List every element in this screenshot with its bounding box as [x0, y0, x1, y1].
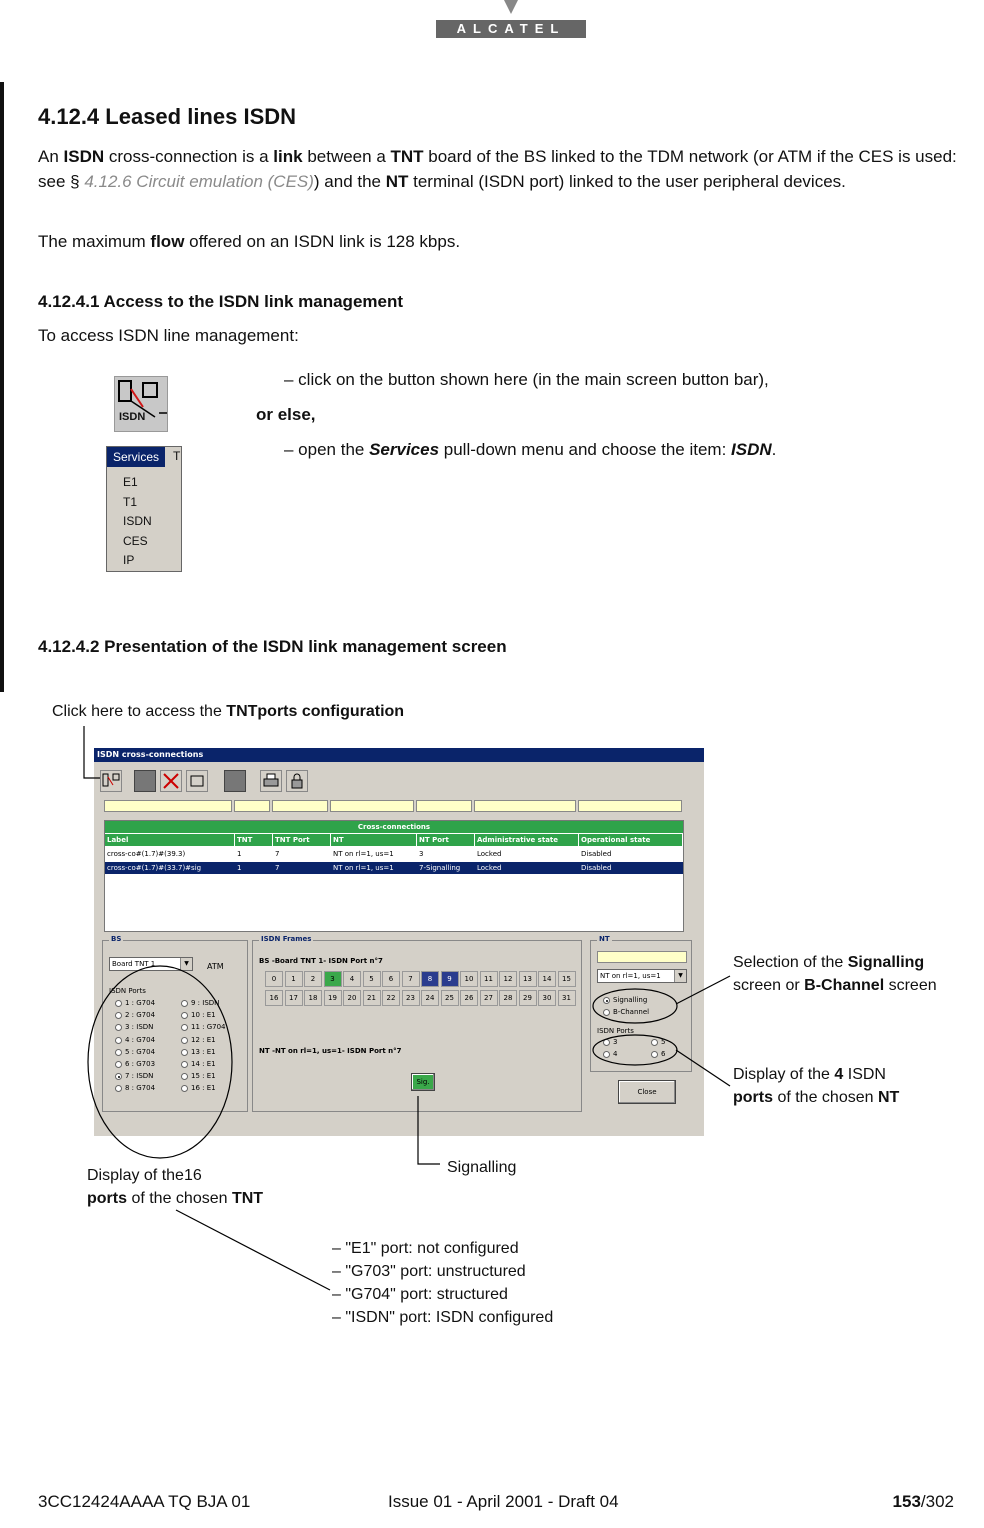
or-else: or else,	[256, 405, 316, 424]
tnt-port-label: 14 : E1	[191, 1060, 216, 1068]
signalling-radio-label: Signalling	[613, 996, 648, 1004]
footer-page: 153/302	[892, 1492, 954, 1511]
table-cell: NT on rl=1, us=1	[333, 850, 394, 858]
timeslot-cell[interactable]: 30	[538, 990, 556, 1006]
timeslot-cell[interactable]: 11	[480, 971, 498, 987]
timeslot-cell[interactable]: 18	[304, 990, 322, 1006]
table-cell: NT on rl=1, us=1	[331, 862, 417, 874]
access-lead: To access ISDN line management:	[38, 326, 299, 345]
flow-paragraph: The maximum flow offered on an ISDN link is 128 kbps.	[38, 232, 461, 251]
timeslot-cell[interactable]: 19	[324, 990, 342, 1006]
timeslot-cell[interactable]: 13	[519, 971, 537, 987]
timeslot-cell[interactable]: 6	[382, 971, 400, 987]
isdn-button-label: ISDN	[119, 411, 146, 423]
column-header[interactable]: Administrative state	[475, 834, 579, 846]
column-header[interactable]: TNT	[235, 834, 273, 846]
timeslot-cell[interactable]: 12	[499, 971, 517, 987]
tnt-port-label: 11 : G704	[191, 1023, 226, 1032]
annotation-nt-ports: Display of the 4 ISDN ports of the chosen NT	[733, 1066, 900, 1106]
table-cell: Locked	[477, 850, 502, 858]
tnt-port-label: 1 : G704	[125, 999, 156, 1007]
menu-item-ces[interactable]: CES	[123, 533, 148, 548]
atm-label: ATM	[207, 962, 224, 971]
timeslot-cell[interactable]: 14	[538, 971, 556, 987]
nt-group-label: NT	[599, 935, 610, 943]
timeslot-cell[interactable]: 5	[363, 971, 381, 987]
tnt-port-label: 3 : ISDN	[125, 1023, 154, 1032]
footer-issue: Issue 01 - April 2001 - Draft 04	[388, 1492, 619, 1511]
timeslot-cell[interactable]: 31	[558, 990, 576, 1006]
column-header[interactable]: TNT Port	[273, 834, 331, 846]
timeslot-cell[interactable]: 10	[460, 971, 478, 987]
frames-heading: BS -Board TNT 1- ISDN Port n°7	[259, 957, 383, 965]
tnt-port-label: 15 : E1	[191, 1072, 216, 1081]
timeslot-cell[interactable]: 17	[285, 990, 303, 1006]
timeslot-cell[interactable]: 3	[324, 971, 342, 987]
menu-item-isdn[interactable]: ISDN	[123, 514, 152, 528]
legend-item: – "E1" port: not configured	[332, 1240, 519, 1257]
section-title: 4.12.4 Leased lines ISDN	[38, 104, 297, 129]
alcatel-logo: ALCATEL	[436, 20, 586, 38]
timeslot-cell[interactable]: 15	[558, 971, 576, 987]
tnt-port-label: 5 : G704	[125, 1047, 156, 1056]
timeslot-cell[interactable]: 26	[460, 990, 478, 1006]
nt-port-line: NT -NT on rl=1, us=1- ISDN Port n°7	[259, 1047, 402, 1055]
menu-next-title[interactable]: T	[173, 449, 181, 463]
cross-reference-link[interactable]: 4.12.6 Circuit emulation (CES)	[84, 172, 314, 191]
timeslot-cell[interactable]: 25	[441, 990, 459, 1006]
column-header[interactable]: Operational state	[579, 834, 683, 846]
annotation-selection: Selection of the Signalling screen or B-Channel screen	[733, 954, 937, 994]
nt-port-label: 4	[613, 1050, 618, 1058]
table-cell: 1	[235, 862, 273, 874]
legend-item: – "ISDN" port: ISDN configured	[332, 1309, 554, 1326]
nt-port-label: 3	[613, 1038, 618, 1046]
timeslot-cell[interactable]: 16	[265, 990, 283, 1006]
timeslot-cell[interactable]: 20	[343, 990, 361, 1006]
tnt-port-label: 9 : ISDN	[191, 999, 220, 1007]
step-open-menu: – open the Services pull-down menu and choose the item: ISDN.	[284, 440, 777, 459]
legend-item: – "G703" port: unstructured	[332, 1263, 526, 1280]
timeslot-cell[interactable]: 9	[441, 971, 459, 987]
timeslot-cell[interactable]: 28	[499, 990, 517, 1006]
table-cell: Disabled	[579, 862, 683, 874]
tnt-port-label: 10 : E1	[191, 1011, 216, 1020]
bs-group-label: BS	[111, 935, 122, 943]
timeslot-cell[interactable]: 1	[285, 971, 303, 987]
tnt-port-label: 2 : G704	[125, 1011, 156, 1020]
legend-item: – "G704" port: structured	[332, 1286, 508, 1303]
menu-item-t1[interactable]: T1	[123, 494, 138, 509]
timeslot-cell[interactable]: 2	[304, 971, 322, 987]
timeslot-cell[interactable]: 22	[382, 990, 400, 1006]
isdn-ports-label: ISDN Ports	[109, 987, 146, 995]
tnt-port-label: 7 : ISDN	[125, 1072, 154, 1081]
bchannel-radio-label: B-Channel	[613, 1008, 650, 1016]
menu-item-e1[interactable]: E1	[123, 475, 138, 489]
subsection-title-presentation: 4.12.4.2 Presentation of the ISDN link management screen	[38, 637, 507, 656]
table-cell: 7-Signalling	[417, 862, 475, 874]
column-header[interactable]: NT Port	[417, 834, 475, 846]
chevron-down-icon[interactable]: ▼	[674, 970, 686, 982]
table-cell: Locked	[475, 862, 579, 874]
step-click-button: – click on the button shown here (in the main screen button bar),	[284, 370, 769, 389]
annotation-signalling: Signalling	[447, 1159, 517, 1176]
timeslot-cell[interactable]: 7	[402, 971, 420, 987]
board-combo-value: Board TNT 1	[112, 960, 156, 968]
intro-paragraph: An ISDN cross-connection is a link between a TNT board of the BS linked to the TDM network (or ATM if the CES is used: see § 4.12.6 Circuit emulation (CES)) and the NT terminal (ISDN port) linked to the user peripheral devices.	[38, 147, 957, 191]
timeslot-cell[interactable]: 8	[421, 971, 439, 987]
footer-doc-ref: 3CC12424AAAA TQ BJA 01	[38, 1492, 251, 1511]
services-menu-title[interactable]: Services	[107, 447, 165, 467]
table-cell: cross-co#(1.7)#(33.7)#sig	[105, 862, 235, 874]
timeslot-cell[interactable]: 21	[363, 990, 381, 1006]
tnt-port-label: 12 : E1	[191, 1035, 216, 1044]
subsection-title-access: 4.12.4.1 Access to the ISDN link management	[38, 292, 404, 311]
tnt-port-label: 4 : G704	[125, 1035, 156, 1044]
table-title: Cross-connections	[105, 821, 683, 833]
table-cell: Disabled	[581, 850, 612, 858]
close-button[interactable]: Close	[618, 1080, 676, 1104]
timeslot-cell[interactable]: 4	[343, 971, 361, 987]
window-title: ISDN cross-connections	[94, 748, 704, 762]
table-cell: 1	[237, 850, 242, 858]
sig-button[interactable]: Sig.	[411, 1073, 435, 1091]
table-cell: 7	[275, 850, 280, 858]
chevron-down-icon[interactable]: ▼	[180, 958, 192, 970]
isdn-frames-label: ISDN Frames	[261, 935, 312, 943]
timeslot-cell[interactable]: 29	[519, 990, 537, 1006]
tnt-port-label: 13 : E1	[191, 1047, 216, 1056]
timeslot-cell[interactable]: 23	[402, 990, 420, 1006]
nt-combo-value: NT on rl=1, us=1	[600, 972, 661, 980]
timeslot-cell[interactable]: 24	[421, 990, 439, 1006]
nt-isdn-ports-label: ISDN Ports	[597, 1027, 634, 1035]
tnt-port-label: 6 : G703	[125, 1060, 156, 1068]
tnt-port-label: 8 : G704	[125, 1084, 156, 1093]
timeslot-cell[interactable]: 0	[265, 971, 283, 987]
column-header[interactable]: NT	[331, 834, 417, 846]
column-header[interactable]: Label	[105, 834, 235, 846]
table-cell: 7	[273, 862, 331, 874]
table-cell: 3	[419, 850, 424, 858]
annotation-tnt-ports: Click here to access the TNTports configuration	[52, 703, 405, 720]
nt-port-label: 5	[661, 1038, 666, 1046]
nt-port-label: 6	[661, 1050, 666, 1058]
port-type-legend	[332, 1237, 553, 1329]
annotation-tnt-ports-display: Display of the16 ports of the chosen TNT	[87, 1167, 264, 1207]
timeslot-cell[interactable]: 27	[480, 990, 498, 1006]
menu-item-ip[interactable]: IP	[123, 553, 135, 567]
tnt-port-label: 16 : E1	[191, 1084, 216, 1093]
table-cell: cross-co#(1.7)#(39.3)	[107, 850, 186, 858]
